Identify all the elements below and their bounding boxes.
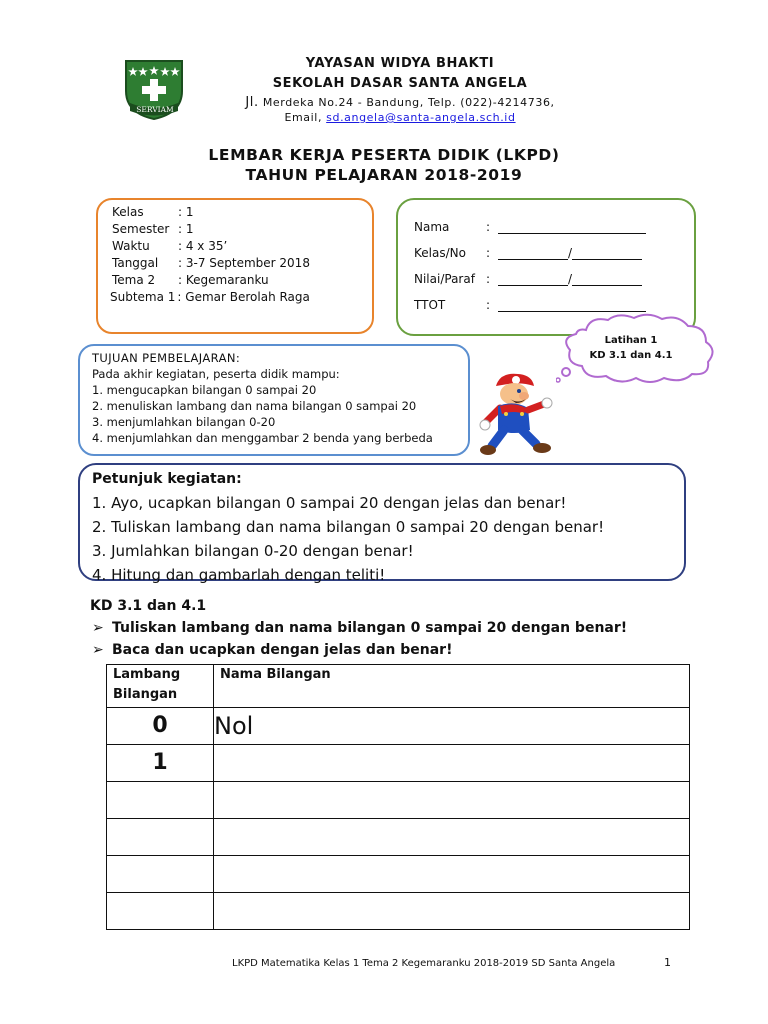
column-header-name: Nama Bilangan: [214, 665, 690, 708]
cloud-line-2: KD 3.1 dan 4.1: [589, 350, 673, 361]
address-prefix: Jl.: [245, 95, 259, 110]
identity-row-kelas: [414, 234, 694, 260]
email-link[interactable]: sd.angela@santa-angela.sch.id: [326, 111, 516, 124]
table-row: [107, 856, 690, 893]
number-symbol-cell[interactable]: 0: [107, 708, 214, 745]
document-subtitle: TAHUN PELAJARAN 2018-2019: [245, 166, 523, 184]
table-row: [107, 708, 690, 745]
info-value: : 1: [178, 222, 194, 236]
number-name-cell[interactable]: [214, 856, 690, 893]
nama-field[interactable]: [498, 221, 646, 234]
info-value: : 1: [178, 205, 194, 219]
info-label: Waktu: [112, 239, 150, 253]
instructions-title: Petunjuk kegiatan:: [92, 471, 242, 487]
identity-row-ttot: [414, 286, 694, 312]
info-label: Semester: [112, 222, 170, 236]
identity-label: Nama: [414, 220, 450, 234]
svg-text:SERVIAM: SERVIAM: [136, 105, 174, 114]
identity-label: TTOT: [414, 298, 446, 312]
info-row: [112, 238, 372, 255]
identity-row-nama: [414, 208, 694, 234]
activity-instructions-box: [78, 463, 686, 584]
info-label: Tema 2: [112, 273, 156, 287]
number-name-cell[interactable]: [214, 745, 690, 782]
instruction-bullet: [92, 620, 627, 636]
objectives-title: TUJUAN PEMBELAJARAN:: [92, 351, 241, 365]
info-row: [112, 204, 372, 221]
number-name-cell[interactable]: [214, 782, 690, 819]
instruction-text: Baca dan ucapkan dengan jelas dan benar!: [112, 642, 453, 658]
nilai-field[interactable]: [498, 273, 568, 286]
number-names-table: [106, 664, 690, 930]
identity-separator: :: [486, 220, 491, 234]
number-symbol-cell[interactable]: [107, 819, 214, 856]
paraf-field[interactable]: [572, 273, 642, 286]
header-text: Bilangan: [113, 687, 178, 702]
objective-item: 2. menuliskan lambang dan nama bilangan 0 sampai 20: [92, 399, 417, 413]
identity-separator: :: [486, 272, 491, 286]
objective-item: 1. mengucapkan bilangan 0 sampai 20: [92, 383, 317, 397]
table-row: [107, 782, 690, 819]
identity-label: Kelas/No: [414, 246, 466, 260]
school-email-line: [190, 111, 610, 124]
arrow-bullet-icon: ➢: [92, 642, 104, 658]
table-row: [107, 745, 690, 782]
school-name: SEKOLAH DASAR SANTA ANGELA: [272, 76, 528, 91]
objective-item: 3. menjumlahkan bilangan 0-20: [92, 415, 276, 429]
number-symbol-cell[interactable]: 1: [107, 745, 214, 782]
cloud-line-1: Latihan 1: [604, 335, 658, 346]
number-name-cell[interactable]: [214, 893, 690, 930]
info-label: Kelas: [112, 205, 144, 219]
objectives-intro: Pada akhir kegiatan, peserta didik mampu:: [92, 367, 340, 381]
mario-illustration: [478, 372, 556, 462]
school-address: [190, 95, 610, 110]
class-info-box: [96, 198, 374, 334]
kd-heading: KD 3.1 dan 4.1: [90, 598, 207, 614]
instruction-item: 2. Tuliskan lambang dan nama bilangan 0 sampai 20 dengan benar!: [92, 518, 605, 536]
info-row: [112, 255, 372, 272]
table-row: [107, 893, 690, 930]
identity-separator: :: [486, 298, 491, 312]
info-row: [112, 272, 372, 289]
number-symbol-cell[interactable]: [107, 893, 214, 930]
identity-slash: /: [568, 272, 573, 286]
number-symbol-cell[interactable]: [107, 856, 214, 893]
info-row: [112, 221, 372, 238]
info-value: : Kegemaranku: [178, 273, 269, 287]
email-label: Email,: [284, 111, 323, 124]
info-value: : Gemar Berolah Raga: [177, 290, 310, 304]
number-symbol-cell[interactable]: [107, 782, 214, 819]
info-value: : 4 x 35’: [178, 239, 228, 253]
page-number: 1: [664, 956, 671, 969]
identity-label: Nilai/Paraf: [414, 272, 475, 286]
address-text: Merdeka No.24 - Bandung, Telp. (022)-4214736,: [262, 96, 555, 109]
cloud-label: [566, 333, 696, 363]
logo-motto: [130, 102, 180, 116]
instruction-item: 1. Ayo, ucapkan bilangan 0 sampai 20 dengan jelas dan benar!: [92, 494, 567, 512]
info-label: Tanggal: [112, 256, 159, 270]
number-name-cell[interactable]: Nol: [214, 708, 690, 745]
document-title: LEMBAR KERJA PESERTA DIDIK (LKPD): [208, 146, 560, 164]
instruction-item: 3. Jumlahkan bilangan 0-20 dengan benar!: [92, 542, 414, 560]
kelas-field[interactable]: [498, 247, 568, 260]
header-text: Lambang: [113, 667, 181, 682]
identity-slash: /: [568, 246, 573, 260]
learning-objectives-box: [78, 344, 470, 456]
column-header-symbol: [107, 665, 214, 708]
page-footer: LKPD Matematika Kelas 1 Tema 2 Kegemaranku 2018-2019 SD Santa Angela: [232, 958, 616, 969]
table-row: [107, 819, 690, 856]
arrow-bullet-icon: ➢: [92, 620, 104, 636]
foundation-name: YAYASAN WIDYA BHAKTI: [305, 56, 495, 71]
instruction-text: Tuliskan lambang dan nama bilangan 0 sampai 20 dengan benar!: [112, 620, 628, 636]
identity-separator: :: [486, 246, 491, 260]
instruction-item: 4. Hitung dan gambarlah dengan teliti!: [92, 566, 386, 584]
number-name-cell[interactable]: [214, 819, 690, 856]
table-header-row: [107, 665, 690, 708]
ttot-field[interactable]: [498, 299, 646, 312]
instruction-bullet: [92, 642, 452, 658]
info-label: Subtema 1: [110, 290, 176, 304]
info-row: [110, 289, 372, 306]
info-value: : 3-7 September 2018: [178, 256, 310, 270]
objective-item: 4. menjumlahkan dan menggambar 2 benda yang berbeda: [92, 431, 433, 445]
nomor-field[interactable]: [572, 247, 642, 260]
identity-row-nilai: [414, 260, 694, 286]
